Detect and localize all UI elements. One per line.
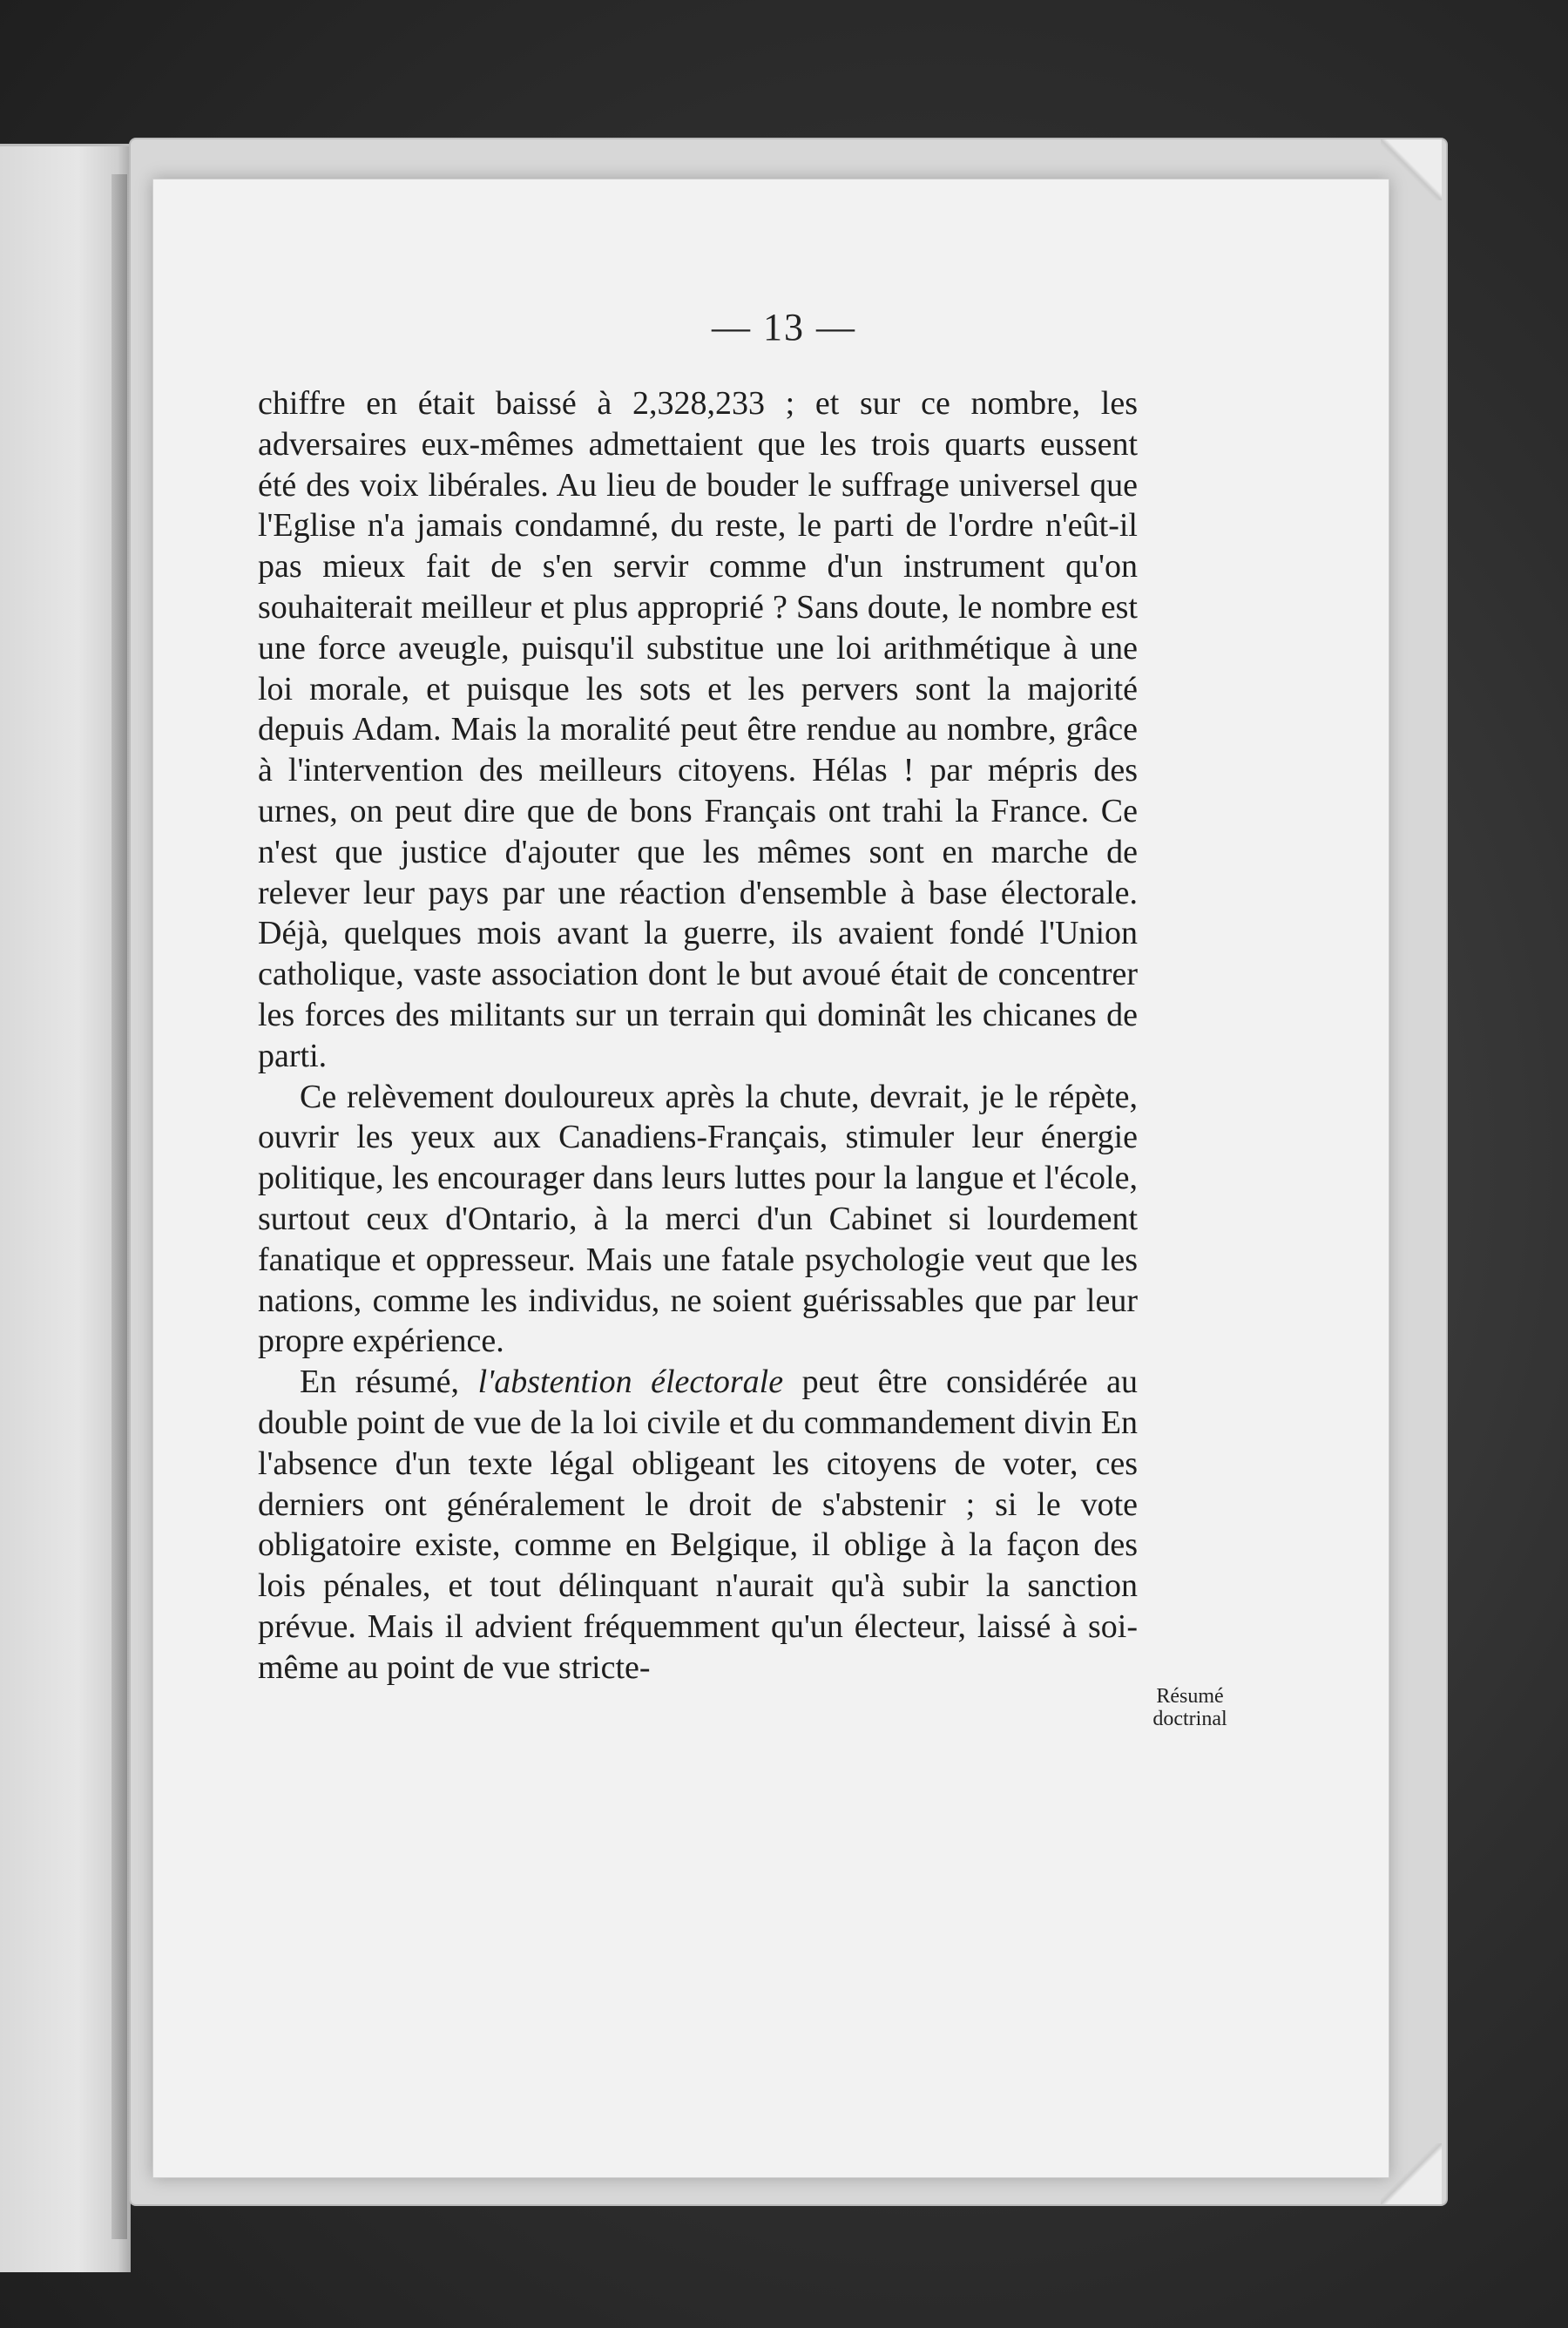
marginal-note [1129, 1685, 1251, 1730]
paragraph-3-text: peut être considérée au double point de vue de la loi civile et du commandement divin En l'absence d'un texte légal obligeant les citoyens de voter, ces derniers ont généralement le droit de s'abstenir ; si le vote obligatoire existe, comme en Belgique, il oblige à la façon des lois pénales, et tout délinquant n'aurait qu'à subir la sanction prévue. Mais il advient fréquemment qu'un électeur, laissé à soi-même au point de vue stricte- [258, 1364, 1138, 1686]
paragraph-3-prefix: En résumé, [300, 1364, 478, 1401]
marginal-note-line-2: doctrinal [1152, 1708, 1227, 1730]
page-body [258, 383, 1138, 1688]
paragraph-1: chiffre en était baissé à 2,328,233 ; et sur ce nombre, les adversaires eux-mêmes admettaient que les trois quarts eussent été des voix libérales. Au lieu de bouder le suffrage universel que l'Eglise n'a jamais condamné, du reste, le parti de l'ordre n'eût-il pas mieux fait de s'en servir comme d'un instrument qu'on souhaiterait meilleur et plus approprié ? Sans doute, le nombre est une force aveugle, puisqu'il substitue une loi arithmétique à une loi morale, et puisque les sots et les pervers sont la majorité depuis Adam. Mais la moralité peut être rendue au nombre, grâce à l'intervention des meilleurs citoyens. Hélas ! par mépris des urnes, on peut dire que de bons Français ont trahi la France. Ce n'est que justice d'ajouter que les mêmes sont en marche de relever leur pays par une réaction d'ensemble à base électorale. Déjà, quelques mois avant la guerre, ils avaient fondé l'Union catholique, vaste association dont le but avoué était de concentrer les forces des militants sur un terrain qui dominât les chicanes de parti. [258, 385, 1138, 1074]
paragraph-3-emphasis: l'abstention électorale [477, 1364, 784, 1401]
paragraph-2: Ce relèvement douloureux après la chute, devrait, je le répète, ouvrir les yeux aux Canadiens-Français, stimuler leur énergie politique, les encourager dans leurs luttes pour la langue et l'école, surtout ceux d'Ontario, à la merci d'un Cabinet si lourdement fanatique et oppresseur. Mais une fatale psychologie veut que les nations, comme les individus, ne soient guérissables que par leur propre expérience. [258, 1078, 1138, 1360]
book-gutter [112, 174, 127, 2239]
page-number: — 13 — [712, 306, 856, 349]
marginal-note-line-1: Résumé [1156, 1685, 1224, 1708]
cover-corner-top [1381, 139, 1442, 200]
cover-corner-bottom [1381, 2143, 1442, 2204]
paragraph-3 [258, 1362, 1138, 1688]
